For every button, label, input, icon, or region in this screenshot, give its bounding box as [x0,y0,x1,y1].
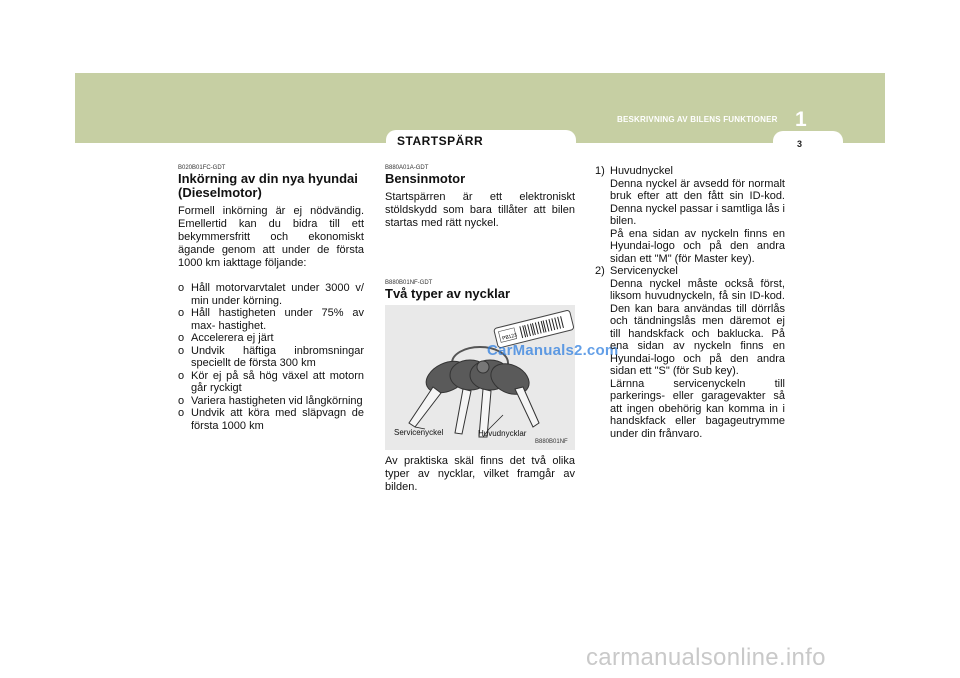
intro-paragraph: Formell inkörning är ej nödvändig. Emellertid kan du bidra till ett bekymmersfritt och ekonomiskt ägande genom att under de första 1000 km iakttage följande: [178,205,364,269]
figure-code: B880B01NF [535,439,568,445]
list-item: o Accelerera ej järt [178,332,274,344]
page-number-tab [773,131,843,149]
section-title: BESKRIVNING AV BILENS FUNKTIONER [617,115,778,124]
section-heading: Två typer av nycklar [385,286,511,301]
list-item [595,165,785,265]
section-code: B880B01NF-GDT [385,280,433,286]
column-immobilizer [385,165,575,230]
list-item: o Undvik häftiga inbromsningar speciellt de första 300 km [178,344,364,369]
page-number: 3 [797,139,803,149]
list-item: o Variera hastigheten vid långkörning [178,394,363,407]
item-number: 2) [595,265,605,277]
list-item: o Kör ej på så hög växel att motorn går ryckigt [178,369,364,394]
key-types-paragraph: Av praktiska skäl finns det två olika typer av nycklar, vilket framgår av bilden. [385,455,575,493]
item-number: 1) [595,165,605,177]
carmanuals-watermark: CarManuals2.com [487,342,619,359]
bullet-list [178,282,364,432]
column-key-types [385,280,575,306]
key-description-list [595,165,785,440]
item-text: Huvudnyckel Denna nyckel är avsedd för normalt bruk efter att den fått sin ID-kod. Denna nyckel passar i samtliga lås i bilen. På ena sidan av nyckeln finns en Hyundai-logo och på den andra sidan ett "M" (för Master key). [610,165,785,265]
footer-watermark: carmanualsonline.info [586,644,826,671]
section-code: B020B01FC-GDT [178,165,226,171]
chapter-number: 1 [795,108,807,131]
keys-illustration [385,305,575,450]
immobilizer-paragraph: Startspärren är ett elektroniskt stöldskydd som bara tillåter att bilen startas med rätt nyckel. [385,191,575,229]
section-code: B880A01A-GDT [385,165,429,171]
bullet-marker: o [178,369,185,382]
list-item: o Undvik att köra med släpvagn de första 1000 km [178,407,364,432]
bullet-marker: o [178,407,185,419]
bullet-marker: o [178,282,185,294]
bullet-marker: o [178,332,185,344]
tag-code: PB123 [501,332,518,342]
bullet-marker: o [178,394,185,407]
label-main-keys: Huvudnycklar [478,429,527,438]
column-key-types-text [385,455,575,494]
bullet-marker: o [178,307,185,319]
bullet-marker: o [178,344,185,357]
list-item [595,265,785,440]
list-item: o Håll hastigheten under 75% av max- hastighet. [178,307,364,332]
column-running-in [178,165,364,432]
section-heading: Bensinmotor [385,171,466,186]
column-key-descriptions [595,165,785,440]
list-item: o Håll motorvarvtalet under 3000 v/ min under körning. [178,282,364,307]
label-service-key: Servicenyckel [394,428,444,437]
item-text: Servicenyckel Denna nyckel måste också först, liksom huvudnyckeln, få sin ID-kod. Den kan bara användas till dörrlås och tändningslås men däremot ej till handskfack och baklucka. På ena sidan av nyckeln finns en Hyundai-logo och på den andra sidan ett "S" (för Sub key). Lärnna servicenyckeln till parkerings- eller garagevakter så att ingen obehörig kan komma in i handskfack eller bagageutrymme under din frånvaro. [610,265,785,440]
startsparr-title: STARTSPÄRR [397,134,484,148]
section-heading: Inkörning av din nya hyundai (Dieselmotor) [178,171,358,200]
